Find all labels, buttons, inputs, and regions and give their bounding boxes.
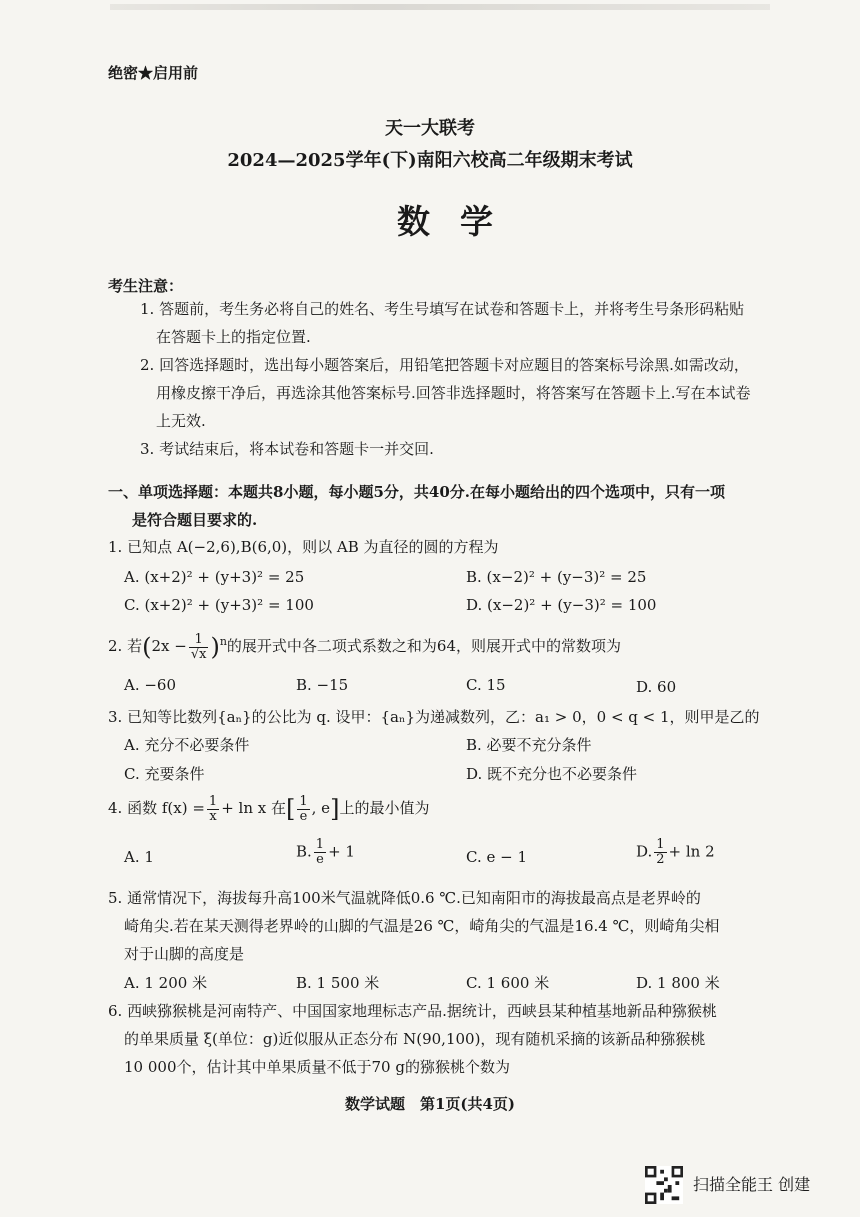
q3-option-a: A. 充分不必要条件 bbox=[124, 736, 250, 754]
q4-prefix: 4. 函数 f(x) = bbox=[108, 799, 205, 817]
section-heading-line: 一、单项选择题：本题共8小题，每小题5分，共40分.在每小题给出的四个选项中，只有一项 bbox=[108, 483, 725, 501]
q4-frac1-den: x bbox=[209, 808, 217, 824]
q4-interval-end: , e bbox=[311, 799, 331, 817]
question-3-stem: 3. 已知等比数列{aₙ}的公比为 q. 设甲：{aₙ}为递减数列，乙：a₁ > 0，0 < q < 1，则甲是乙的 bbox=[108, 708, 760, 726]
q3-option-c: C. 充要条件 bbox=[124, 765, 205, 783]
page-footer: 数学试题 第1页(共4页) bbox=[344, 1095, 516, 1113]
organizer: 天一大联考 bbox=[385, 118, 475, 139]
q2-close-paren: ) bbox=[210, 633, 220, 661]
q2-option-b: B. −15 bbox=[296, 676, 349, 694]
q4-b-num: 1 bbox=[315, 837, 325, 852]
secret-label: 绝密★启用前 bbox=[108, 64, 199, 82]
q2-frac-num: 1 bbox=[189, 633, 209, 648]
notice-item: 3. 考试结束后，将本试卷和答题卡一并交回. bbox=[140, 440, 434, 458]
q4-fraction-2 bbox=[297, 795, 309, 824]
q3-option-b: B. 必要不充分条件 bbox=[466, 736, 592, 754]
q5-line: 对于山脚的高度是 bbox=[124, 945, 245, 963]
notice-item: 2. 回答选择题时，选出每小题答案后，用铅笔把答题卡对应题目的答案标号涂黑.如需改动，用橡皮擦干净后，再选涂其他答案标号.回答非选择题时，将答案写在答题卡上.写在本试卷上无效. bbox=[140, 356, 751, 430]
q1-option-b: B. (x−2)² + (y−3)² = 25 bbox=[466, 568, 647, 586]
notice-list bbox=[108, 295, 758, 463]
q4-d-num: 1 bbox=[656, 837, 665, 852]
q5-option-c: C. 1 600 米 bbox=[466, 974, 550, 992]
subject-title: 数学 bbox=[397, 202, 523, 241]
q4-open-bracket: [ bbox=[285, 795, 296, 823]
scanner-watermark: 扫描全能王 创建 bbox=[693, 1175, 811, 1194]
exam-title: 2024—2025学年(下)南阳六校高二年级期末考试 bbox=[227, 150, 633, 171]
q2-prefix: 2. 若 bbox=[108, 637, 143, 655]
q2-inner: 2x − bbox=[151, 637, 187, 655]
q4-option-a: A. 1 bbox=[124, 848, 154, 866]
q2-open-paren: ( bbox=[142, 633, 152, 661]
q4-frac1-num: 1 bbox=[208, 793, 218, 809]
q4-b-prefix: B. bbox=[296, 842, 312, 861]
q4-fraction-1 bbox=[207, 795, 219, 824]
q2-exponent: n bbox=[219, 635, 227, 648]
scan-artifact bbox=[110, 4, 770, 10]
q5-line: 5. 通常情况下，海拔每升高100米气温就降低0.6 ℃.已知南阳市的海拔最高点是老界岭的 bbox=[108, 889, 701, 907]
notice-heading: 考生注意： bbox=[108, 277, 184, 295]
q5-option-a: A. 1 200 米 bbox=[124, 974, 208, 992]
q2-fraction bbox=[189, 633, 209, 662]
q2-suffix: 的展开式中各二项式系数之和为64，则展开式中的常数项为 bbox=[226, 637, 621, 655]
question-1-stem: 1. 已知点 A(−2,6),B(6,0)，则以 AB 为直径的圆的方程为 bbox=[108, 538, 499, 556]
q6-line: 的单果质量 ξ(单位：g)近似服从正态分布 N(90,100)，现有随机采摘的该新品种猕猴桃 bbox=[124, 1030, 706, 1048]
question-4-stem bbox=[108, 794, 429, 824]
question-6-stem bbox=[108, 997, 717, 1081]
q1-option-c: C. (x+2)² + (y+3)² = 100 bbox=[124, 596, 314, 614]
q4-close-bracket: ] bbox=[330, 795, 340, 823]
q4-b-suffix: + 1 bbox=[328, 842, 355, 861]
q5-line: 崎角尖.若在某天测得老界岭的山脚的气温是26 ℃，崎角尖的气温是16.4 ℃，则崎角尖相 bbox=[124, 917, 720, 935]
q4-suffix: 上的最小值为 bbox=[339, 799, 430, 817]
notice-item: 1. 答题前，考生务必将自己的姓名、考生号填写在试卷和答题卡上，并将考生号条形码粘贴在答题卡上的指定位置. bbox=[140, 300, 745, 346]
q1-option-a: A. (x+2)² + (y+3)² = 25 bbox=[124, 568, 305, 586]
q4-option-c: C. e − 1 bbox=[466, 848, 528, 866]
question-5-stem bbox=[108, 884, 719, 968]
qr-code-icon bbox=[645, 1166, 683, 1204]
q6-line: 10 000个，估计其中单果质量不低于70 g的猕猴桃个数为 bbox=[124, 1058, 510, 1076]
q1-option-d: D. (x−2)² + (y−3)² = 100 bbox=[466, 596, 657, 614]
q4-b-fraction bbox=[314, 838, 326, 867]
q4-frac2-num: 1 bbox=[299, 793, 308, 809]
q4-option-d bbox=[636, 838, 715, 867]
section-heading bbox=[108, 478, 758, 534]
q6-line: 6. 西峡猕猴桃是河南特产、中国国家地理标志产品.据统计，西峡县某种植基地新品种猕猴桃 bbox=[108, 1002, 717, 1020]
q4-frac2-den: e bbox=[299, 808, 308, 824]
q2-option-c: C. 15 bbox=[466, 676, 506, 694]
q4-mid: + ln x 在 bbox=[221, 799, 286, 817]
q4-option-b bbox=[296, 838, 355, 867]
q4-d-prefix: D. bbox=[636, 842, 653, 861]
q2-frac-den: √x bbox=[190, 646, 207, 662]
q4-d-suffix: + ln 2 bbox=[668, 842, 715, 861]
q4-d-fraction bbox=[654, 838, 666, 867]
q5-option-d: D. 1 800 米 bbox=[636, 974, 720, 992]
q2-option-a: A. −60 bbox=[124, 676, 177, 694]
q3-option-d: D. 既不充分也不必要条件 bbox=[466, 765, 638, 783]
q4-b-den: e bbox=[316, 852, 324, 867]
q2-option-d: D. 60 bbox=[636, 678, 677, 696]
q4-d-den: 2 bbox=[656, 852, 665, 867]
q5-option-b: B. 1 500 米 bbox=[296, 974, 380, 992]
question-2-stem bbox=[108, 628, 621, 662]
section-heading-line: 是符合题目要求的. bbox=[132, 511, 258, 529]
